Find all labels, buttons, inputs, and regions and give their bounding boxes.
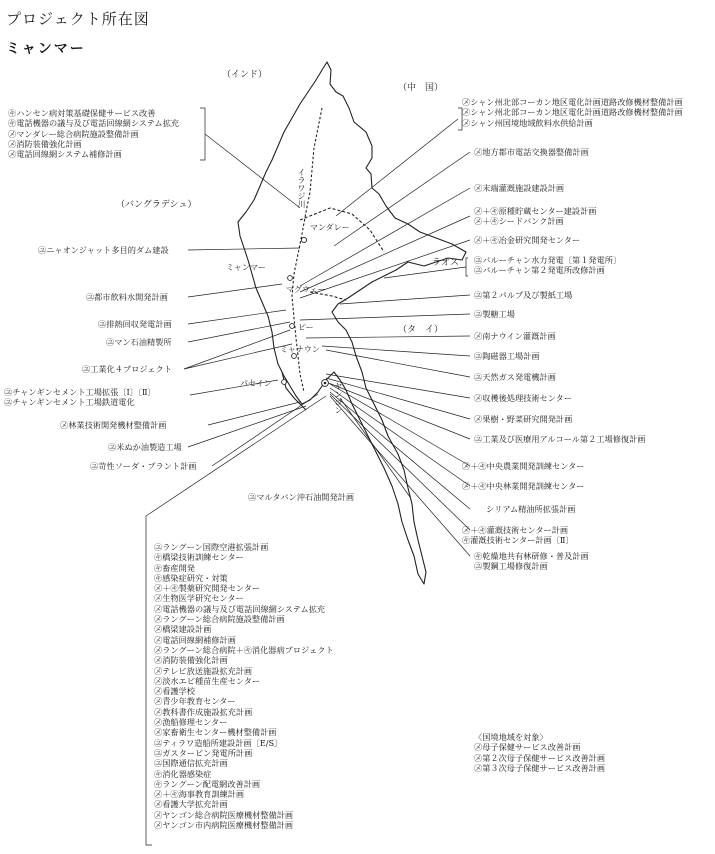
project-label-r18 [462, 525, 574, 546]
project-entry: ㋱電話回線網補修計画 [154, 634, 236, 645]
project-label-r9 [474, 331, 556, 341]
project-entry: ㋱漁船修理センター [154, 717, 228, 728]
project-entry: ㋱＋㋖海事教育訓練計画 [154, 789, 245, 800]
project-entry: ㋖灌漑技術センター計画〔Ⅱ〕 [462, 535, 574, 546]
project-entry: ㋴バルーチャン第２発電所改修計画 [474, 265, 605, 276]
country-china: （中 国） [398, 83, 444, 93]
project-entry: シリアム精油所拡張計画 [486, 504, 576, 514]
project-entry: ㋴苛性ソーダ・プラント計画 [90, 461, 197, 471]
project-label-r10 [474, 351, 540, 361]
project-entry: ㋱収穫後処理技術センター [474, 393, 572, 403]
project-label-l9 [108, 442, 182, 452]
project-label-r16 [462, 481, 585, 491]
country-bangladesh: （バングラデシュ） [116, 200, 197, 210]
project-entry: ㋖ラングーン配電網改善計画 [154, 778, 261, 789]
city-magway: マグウェー [286, 285, 326, 294]
border-region-project-list [474, 732, 605, 773]
project-label-l1 [8, 108, 179, 159]
project-label-c1 [248, 492, 354, 502]
project-entry: ㋱教科書作成施設拡充計画 [154, 706, 253, 717]
project-entry: ㋴チャンギンセメント工場鉄道電化 [4, 397, 135, 408]
project-entry: ㋴マン石油精製所 [106, 337, 172, 347]
project-entry: ㋱ヤンゴン市内病院医療機材整備計画 [154, 820, 294, 831]
project-entry: ㋱＋㋖製薬研究開発センター [154, 583, 261, 594]
project-entry: ㋱淡水エビ種苗生産センター [154, 675, 261, 686]
project-entry: ㋱橋梁建設計画 [154, 624, 212, 635]
project-entry: ㋴工業及び医療用アルコール第２工場修復計画 [474, 434, 646, 444]
project-entry: ㋖感染症研究・対策 [154, 572, 228, 583]
project-label-r19 [474, 551, 589, 572]
magway-dot [288, 276, 293, 281]
project-entry: ㋱電話回線網システム補修計画 [8, 149, 122, 160]
country-laos: ラオス [432, 258, 459, 268]
city-yangon: ヤンゴン [334, 382, 343, 414]
project-entry: ㋴ガスタービン発電所計画 [154, 747, 253, 758]
project-entry: ㋱生物医学研究センター [154, 593, 244, 604]
project-entry: ㋴陶磁器工場計画 [474, 351, 540, 361]
project-entry: ㋱第３次母子保健サービス改善計画 [474, 762, 606, 773]
project-label-l3 [86, 292, 168, 302]
region-myanmar: ミャンマー [226, 263, 266, 272]
river-label: イラワジ川 [297, 168, 306, 208]
project-entry: ㋴ニャオンジャット多目的ダム建設 [38, 245, 169, 255]
project-entry: ㋱青少年教育センター [154, 696, 236, 707]
project-entry: ㋱＋㋖原種貯蔵センター建設計画 [474, 206, 597, 216]
project-label-r8 [474, 309, 515, 319]
project-entry: ㋴米ぬか油製造工場 [108, 442, 182, 452]
project-entry: ㋱家畜衛生センター機材整備計画 [154, 727, 277, 738]
project-label-l8 [60, 420, 166, 430]
yangon-project-list [154, 542, 334, 830]
pathein-dot [282, 380, 287, 385]
page-subtitle: ミャンマー [6, 41, 86, 57]
project-entry: ㋴都市飲料水開発計画 [86, 292, 168, 302]
project-entry: ㋱ラングーン総合病院＋㋖消化器病プロジェクト [154, 644, 334, 655]
project-entry: ㋴マルタバン沖石油開発計画 [248, 492, 355, 502]
project-label-r7 [474, 290, 572, 300]
project-entry: ㋱＋㋖冶金研究開発センター [474, 235, 581, 245]
project-entry: ㋱消防装備強化計画 [154, 655, 228, 666]
project-label-l10 [90, 461, 196, 471]
project-entry: 〈国境地域を対象〉 [474, 732, 548, 742]
project-entry: ㋱＋㋖灌漑技術センター計画 [462, 525, 569, 535]
project-entry: ㋴排熱回収発電計画 [98, 319, 172, 329]
project-entry: ㋱＋㋖中央農業開発訓練センター [462, 461, 585, 471]
project-entry: ㋱シャン州北部コーカン地区電化計画道路改修機材整備計画 [462, 97, 683, 107]
project-entry: ㋴第２パルプ及び製紙工場 [474, 290, 573, 300]
city-pathein: パセイン [240, 379, 272, 388]
mandalay-dot [301, 237, 306, 242]
project-label-r15 [462, 461, 585, 471]
project-label-r1 [462, 97, 683, 128]
project-entry: ㋱看護大学拡充計画 [154, 799, 228, 810]
project-label-r11 [474, 372, 556, 382]
project-label-r13 [474, 414, 572, 424]
project-entry: ㋖乾燥地共有林研修・普及計画 [474, 551, 589, 561]
project-entry: ㋱ラングーン総合病院施設整備計画 [154, 614, 285, 625]
project-label-r12 [474, 393, 572, 403]
project-entry: ㋴天然ガス発電機計画 [474, 372, 556, 382]
project-label-r4 [474, 206, 597, 227]
project-entry: ㋱看護学校 [154, 686, 195, 697]
project-entry: ㋴工業化４プロジェクト [82, 364, 172, 374]
project-label-r2 [474, 147, 589, 157]
project-entry: ㋱シャン州国境地域飲料水供給計画 [462, 117, 593, 128]
project-entry: ㋱＋㋖シードバンク計画 [474, 216, 564, 227]
project-entry: ㋴製鋼工場修復計画 [474, 561, 548, 572]
project-entry: ㋖畜産開発 [154, 562, 195, 573]
project-entry: ㋖橋梁技術訓練センター [154, 552, 244, 563]
pyay-dot [290, 324, 295, 329]
project-label-l7 [4, 387, 156, 408]
project-entry: ㋱ヤンゴン総合病院医療機材整備計画 [154, 809, 294, 820]
project-entry: ㋴国際通信拡充計画 [154, 758, 228, 769]
project-label-l4 [98, 319, 172, 329]
project-entry: ㋱第２次母子保健サービス改善計画 [474, 752, 606, 763]
project-entry: ㋱果樹・野菜研究開発計画 [474, 414, 573, 424]
project-entry: ㋱末端灌漑施設建設計画 [474, 183, 565, 193]
city-myanaung: ミャナウン [280, 345, 320, 354]
page-title: プロジェクト所在図 [6, 10, 150, 28]
country-thailand: （タ イ） [398, 325, 444, 335]
city-pyay: ピー [298, 323, 314, 332]
project-entry: ㋖電話機器の議与及び電話回線網システム拡充 [8, 118, 180, 129]
project-entry: ㋱林業技術開発機材整備計画 [60, 420, 167, 430]
project-entry: ㋴ラングーン国際空港拡張計画 [154, 542, 269, 552]
project-entry: ㋱南ナウイン灌漑計画 [474, 331, 556, 341]
project-entry: ㋱母子保健サービス改善計画 [474, 742, 581, 753]
project-label-r6 [474, 255, 621, 276]
project-entry: ㋱地方都市電話交換器整備計画 [474, 147, 589, 157]
project-entry: ㋱＋㋖中央林業開発訓練センター [462, 481, 585, 491]
project-entry: ㋱消防装備強化計画 [8, 138, 82, 149]
project-entry: ㋴製糖工場 [474, 309, 515, 319]
country-india: （インド） [222, 70, 268, 80]
project-label-r5 [474, 235, 580, 245]
project-label-l2 [38, 245, 169, 255]
project-label-r3 [474, 183, 564, 193]
project-entry: ㋖消化器感染症 [154, 768, 212, 779]
project-entry: ㋱シャン州北部コーカン地区電化計画道路改修機材整備計画 [462, 107, 683, 118]
project-label-r14 [474, 434, 645, 444]
project-entry: ㋴チャンギンセメント工場拡張〔Ⅰ〕〔Ⅱ〕 [4, 387, 156, 397]
project-label-l6 [82, 364, 172, 374]
project-entry: ㋱マンダレー総合病院施設整備計画 [8, 128, 139, 139]
project-entry: ㋱電話機器の議与及び電話回線網システム拡充 [154, 603, 326, 614]
project-label-l5 [106, 337, 172, 347]
city-mandalay: マンダレー [310, 223, 350, 232]
project-entry: ㋱テレビ放送施設拡充計画 [154, 665, 253, 676]
project-entry: ㋴ティラワ造船所建設計画〔E/S〕 [154, 737, 283, 748]
project-label-r17 [486, 504, 576, 514]
project-entry: ㋴バルーチャン水力発電〔第１発電所〕 [474, 255, 622, 265]
project-entry: ㋖ハンセン病対策基礎保健サービス改善 [8, 108, 156, 118]
